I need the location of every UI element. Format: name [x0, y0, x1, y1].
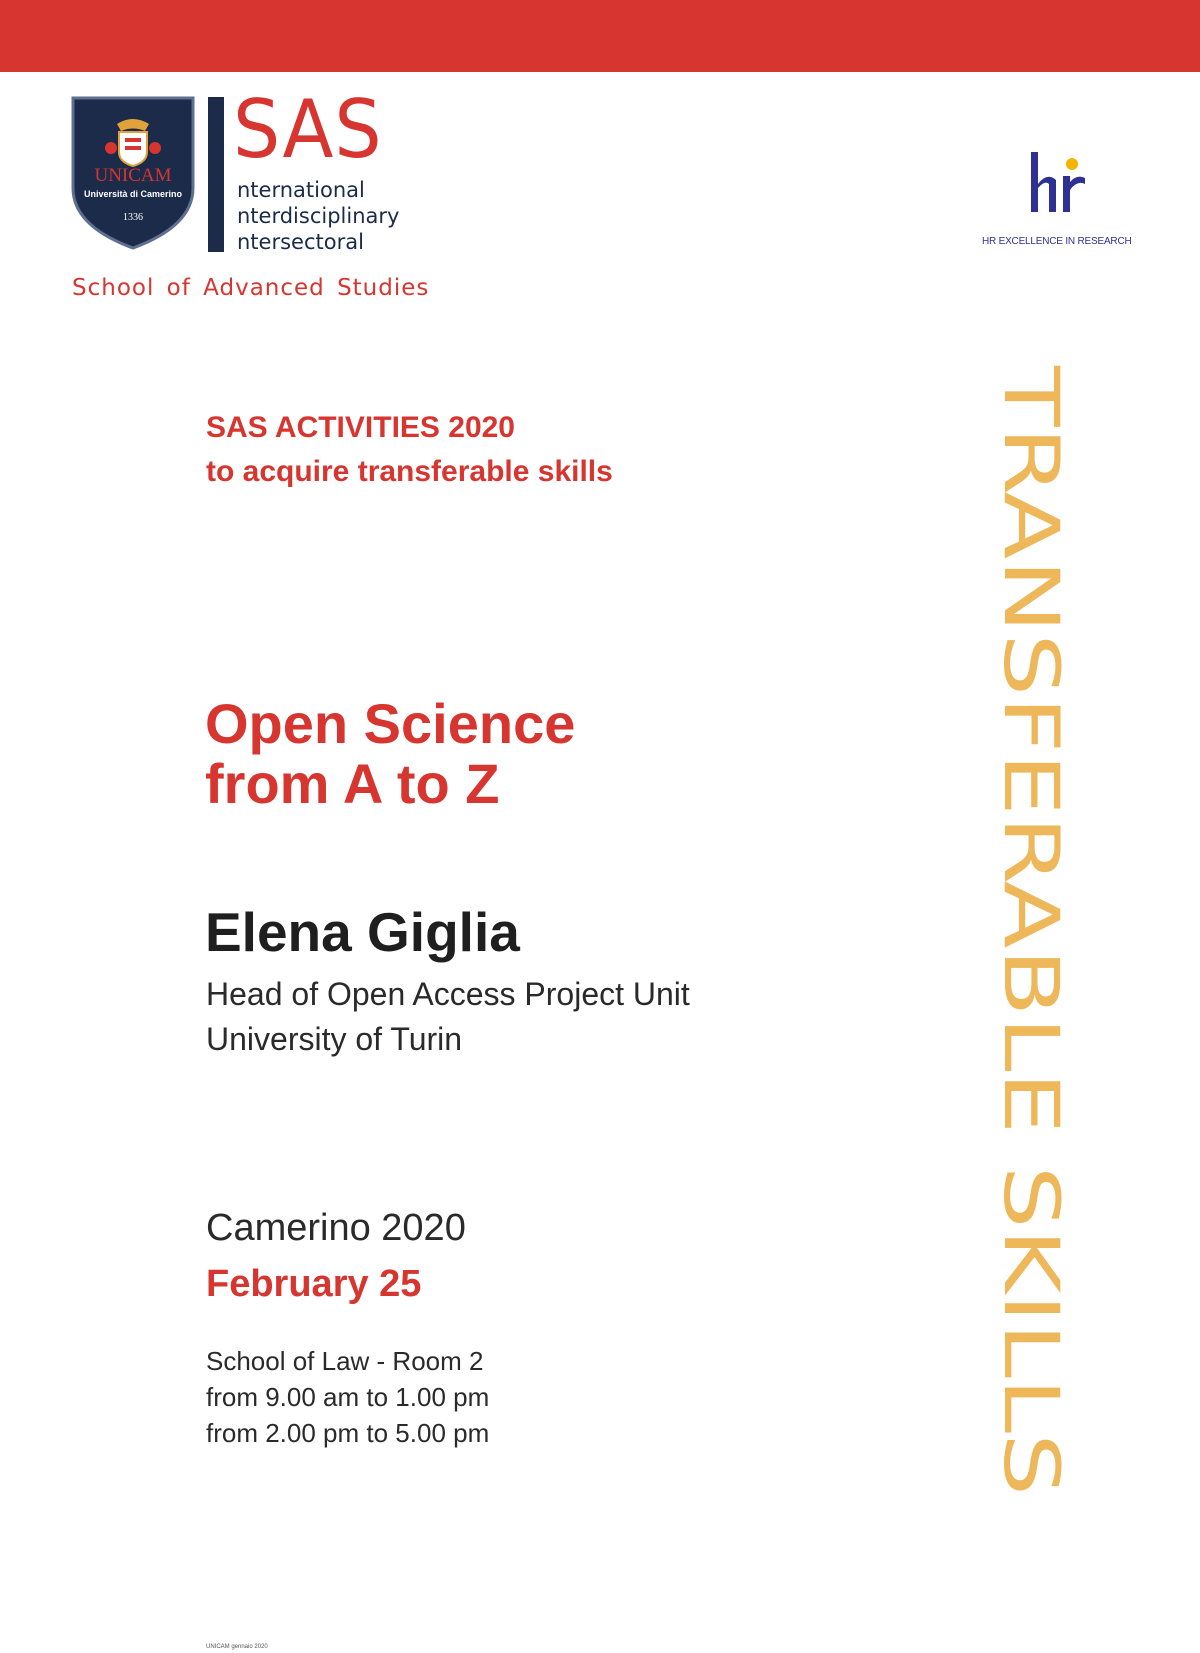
- event-title: [205, 694, 575, 814]
- event-title-line2: from A to Z: [205, 752, 500, 815]
- event-title-line1: Open Science: [205, 692, 576, 755]
- event-venue: School of Law - Room 2: [206, 1346, 484, 1376]
- event-session-2: from 2.00 pm to 5.00 pm: [206, 1418, 490, 1448]
- top-color-bar: [0, 0, 1200, 72]
- isas-line-intersectoral: ntersectoral: [237, 230, 364, 254]
- activities-heading-line1: SAS ACTIVITIES 2020: [206, 411, 515, 444]
- speaker-affiliation: University of Turin: [206, 1021, 463, 1057]
- hr-caption: HR EXCELLENCE IN RESEARCH: [982, 236, 1132, 247]
- speaker-role: Head of Open Access Project Unit: [206, 976, 690, 1012]
- unicam-shield-logo: [71, 96, 195, 250]
- unicam-year: 1336: [123, 212, 143, 223]
- side-text-transferable-skills: TRANSFERABLE SKILLS: [987, 366, 1076, 1233]
- hr-icon: [1025, 150, 1091, 220]
- isas-i-bar: [208, 97, 224, 252]
- unicam-name: UNICAM: [94, 165, 172, 186]
- speaker-name: Elena Giglia: [205, 901, 520, 963]
- school-of-advanced-studies: School of Advanced Studies: [72, 275, 430, 301]
- hr-excellence-logo: [1025, 150, 1091, 220]
- isas-line-international: nternational: [237, 178, 365, 202]
- activities-heading-line2: to acquire transferable skills: [206, 455, 613, 488]
- side-text-container: [987, 366, 1077, 1500]
- unicam-subtitle: Università di Camerino: [83, 189, 183, 199]
- isas-letters: SAS: [233, 83, 383, 176]
- activities-heading: [206, 406, 613, 494]
- isas-line-interdisciplinary: nterdisciplinary: [237, 204, 400, 228]
- footer-note: UNICAM gennaio 2020: [206, 1644, 268, 1650]
- event-session-1: from 9.00 am to 1.00 pm: [206, 1382, 490, 1412]
- event-place: Camerino 2020: [206, 1207, 466, 1249]
- event-date: February 25: [206, 1263, 422, 1305]
